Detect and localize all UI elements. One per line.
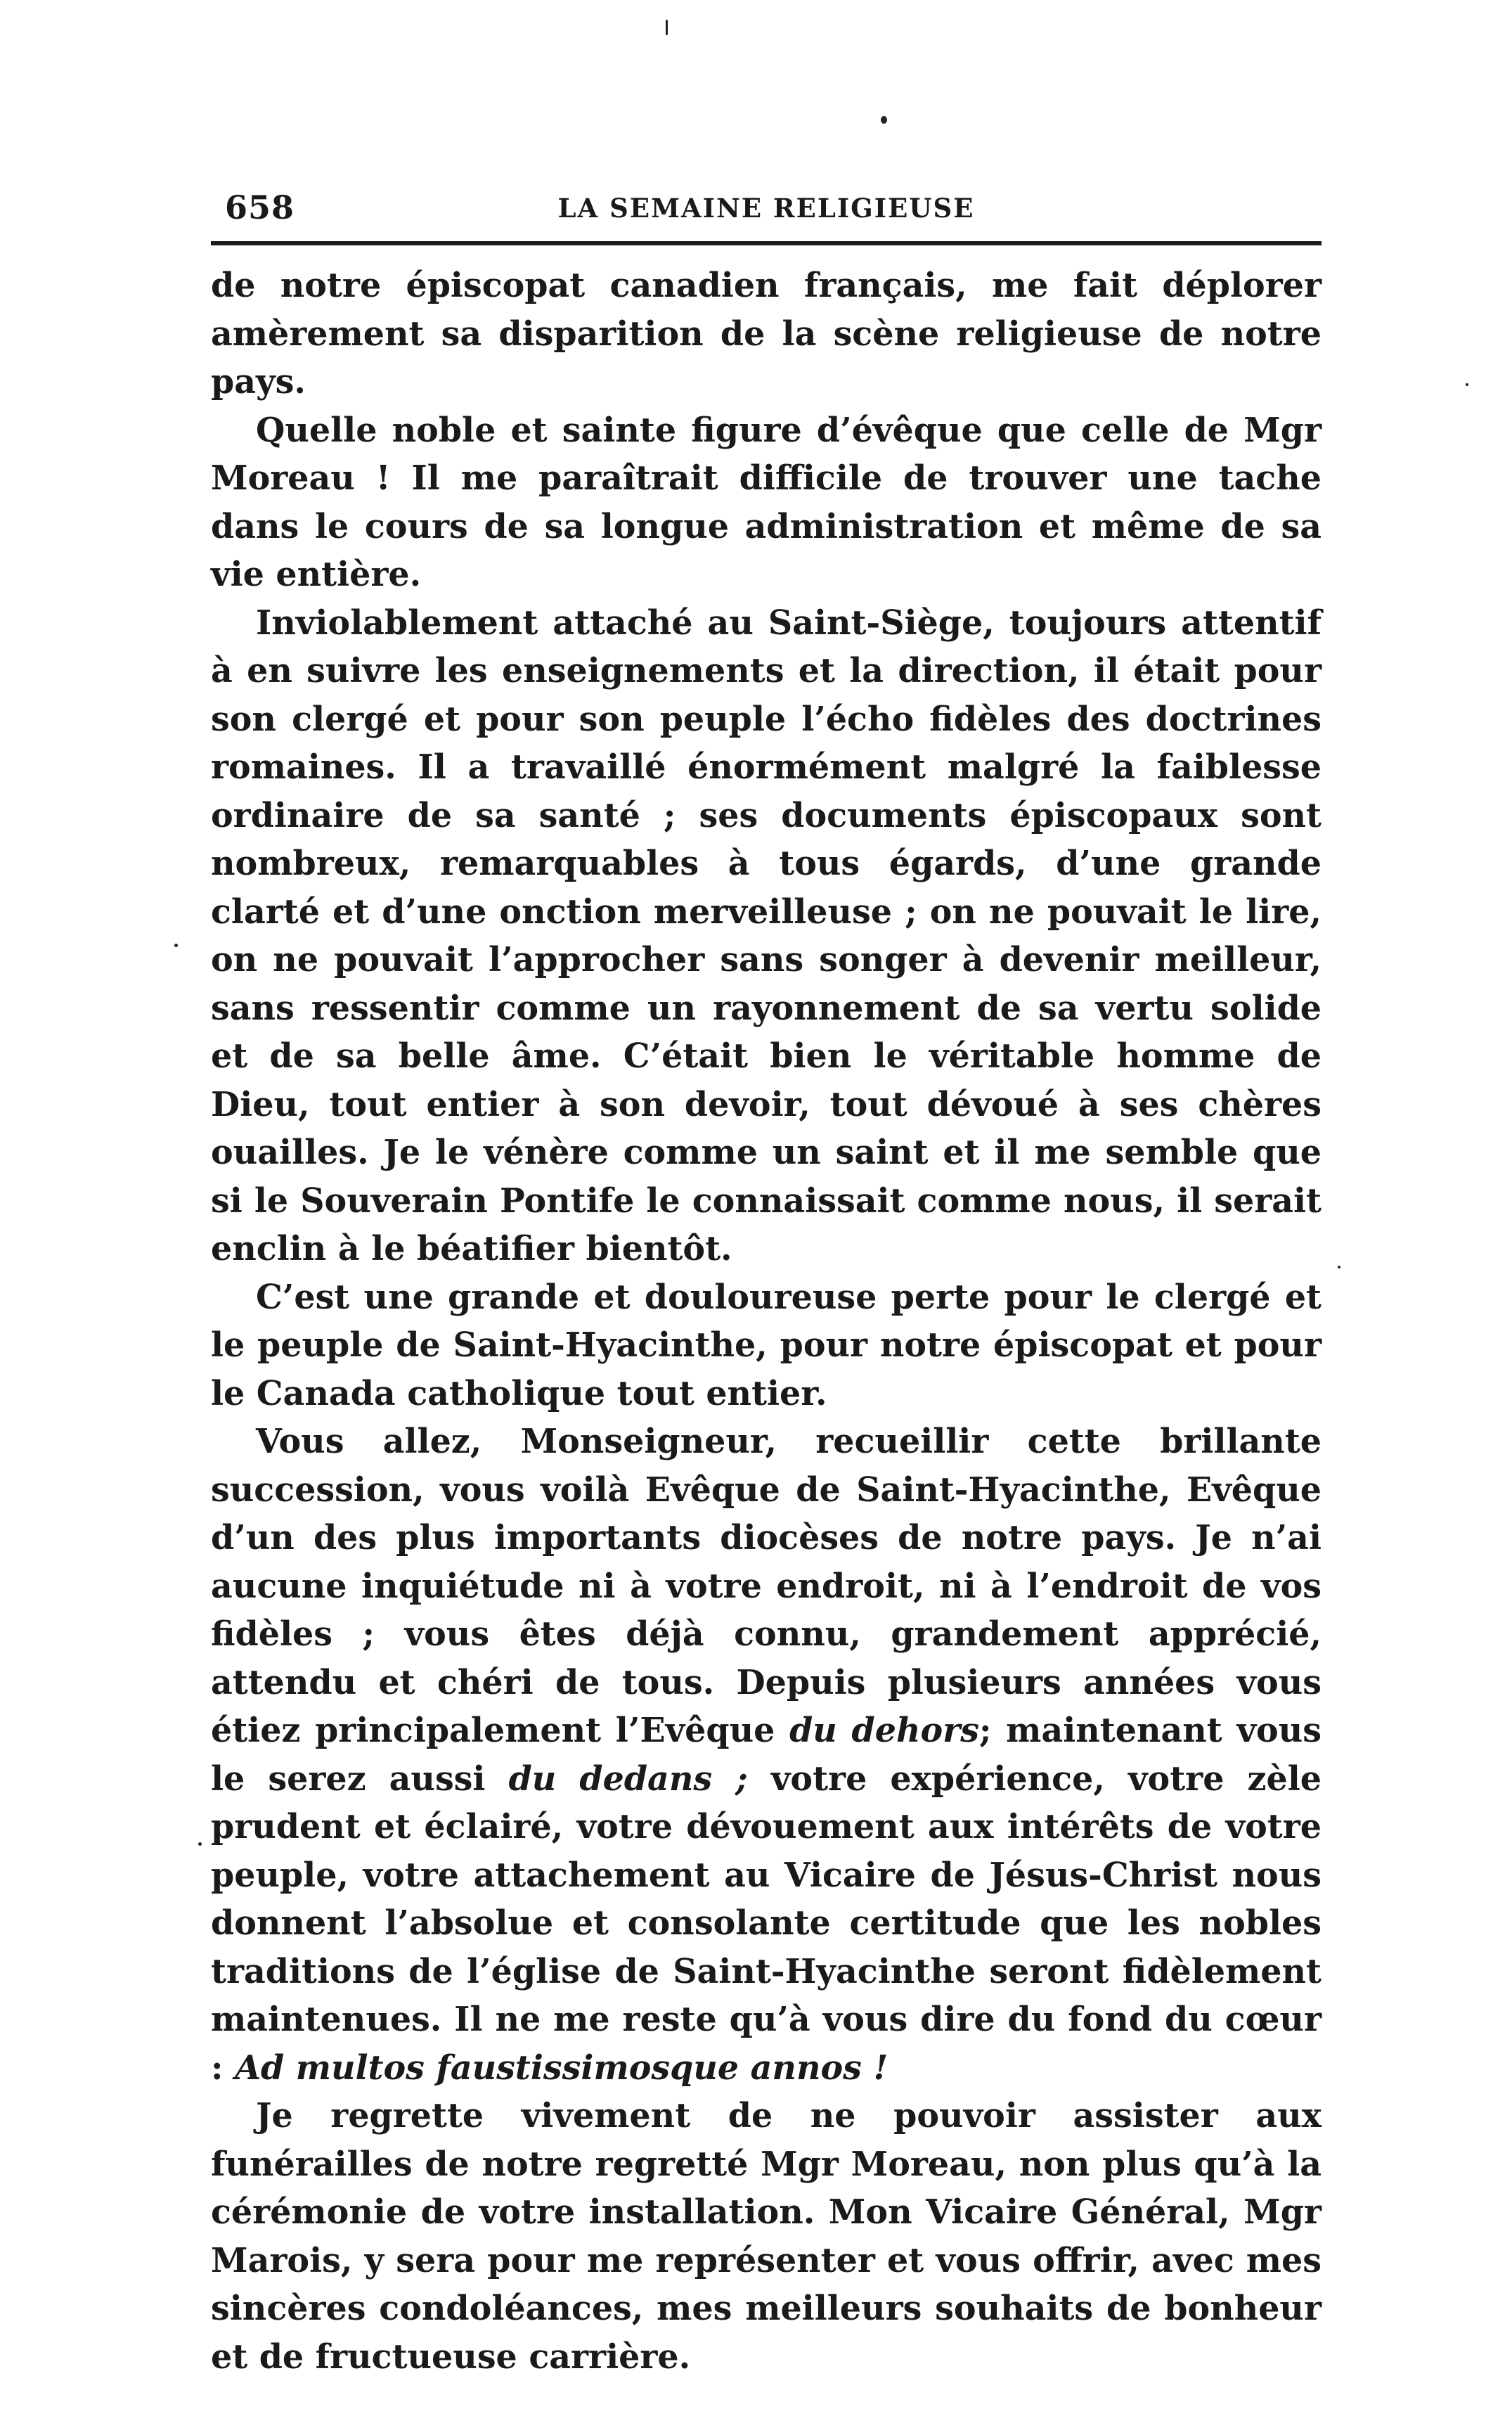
paragraph-5-italic-du-dehors: du dehors bbox=[789, 1711, 979, 1750]
paragraph-6: Je regrette vivement de ne pouvoir assister aux funérailles de notre regretté Mgr Moreau, non plus qu’à la cérémonie de votre installation. Mon Vicaire Général, Mgr Marois, y sera pour me représenter et vous offrir, avec mes sincères condoléances, mes meilleurs souhaits de bonheur et de fructueuse carrière. bbox=[211, 2096, 1322, 2377]
scan-speck bbox=[1338, 1266, 1340, 1268]
page-header bbox=[211, 181, 1322, 238]
paragraph-5-italic-du-dedans: du dedans ; bbox=[508, 1759, 748, 1799]
scan-speck bbox=[1466, 383, 1468, 386]
paragraph-5-text-e: votre expérience, votre zèle prudent et éclairé, votre dévouement aux intérêts de votre peuple, votre attachement au Vicaire de Jésus-Christ nous donnent l’absolue et consolante certitude que les nobles traditions de l’église de Saint-Hyacinthe seront fidèlement maintenues. Il ne me reste qu’à vous dire du fond du cœur : bbox=[211, 1759, 1333, 2088]
paragraph-4: C’est une grande et douloureuse perte pour le clergé et le peuple de Saint-Hyacinthe, pour notre épiscopat et pour le Canada catholique tout entier. bbox=[211, 1277, 1322, 1413]
paragraph-5-latin-wish: Ad multos faustissimosque annos ! bbox=[235, 2048, 889, 2088]
paragraph-1: de notre épiscopat canadien français, me fait déplorer amèrement sa disparition de la scène religieuse de notre pays. bbox=[211, 266, 1322, 401]
header-rule bbox=[211, 241, 1322, 245]
paragraph-3: Inviolablement attaché au Saint-Siège, toujours attentif à en suivre les enseignements et la direction, il était pour son clergé et pour son peuple l’écho fidèles des doctrines romaines. Il a travaillé énormément malgré la faiblesse ordinaire de sa santé ; ses documents épiscopaux sont nombreux, remarquables à tous égards, d’une grande clarté et d’une onction merveilleuse ; on ne pouvait le lire, on ne pouvait l’approcher sans songer à devenir meilleur, sans ressentir comme un rayonnement de sa vertu solide et de sa belle âme. C’était bien le véritable homme de Dieu, tout entier à son devoir, tout dévoué à ses chères ouailles. Je le vénère comme un saint et il me semble que si le Souverain Pontife le connaissait comme nous, il serait enclin à le béatifier bientôt. bbox=[211, 603, 1322, 1268]
scan-speck bbox=[666, 20, 668, 35]
paragraph-5-text-c: ; maintenant vous le serez aussi bbox=[211, 1711, 1333, 1799]
page-number: 658 bbox=[225, 188, 295, 226]
scan-speck bbox=[174, 944, 178, 947]
paragraph-5-text-a: Vous allez, Monseigneur, recueillir cette brillante succession, vous voilà Evêque de Saint-Hyacinthe, Evêque d’un des plus importants diocèses de notre pays. Je n’ai aucune inquiétude ni à votre endroit, ni à l’endroit de vos fidèles ; vous êtes déjà connu, grandement apprécié, attendu et chéri de tous. Depuis plusieurs années vous étiez principalement l’Evêque bbox=[211, 1422, 1333, 1750]
paragraph-2: Quelle noble et sainte figure d’évêque que celle de Mgr Moreau ! Il me paraîtrait difficile de trouver une tache dans le cours de sa longue administration et même de sa vie entière. bbox=[211, 410, 1322, 594]
paragraph-5 bbox=[211, 1418, 1333, 2092]
scan-speck bbox=[881, 116, 887, 124]
running-title: LA SEMAINE RELIGIEUSE bbox=[557, 193, 975, 224]
body-text bbox=[211, 262, 1333, 2381]
scan-speck bbox=[198, 1842, 202, 1846]
